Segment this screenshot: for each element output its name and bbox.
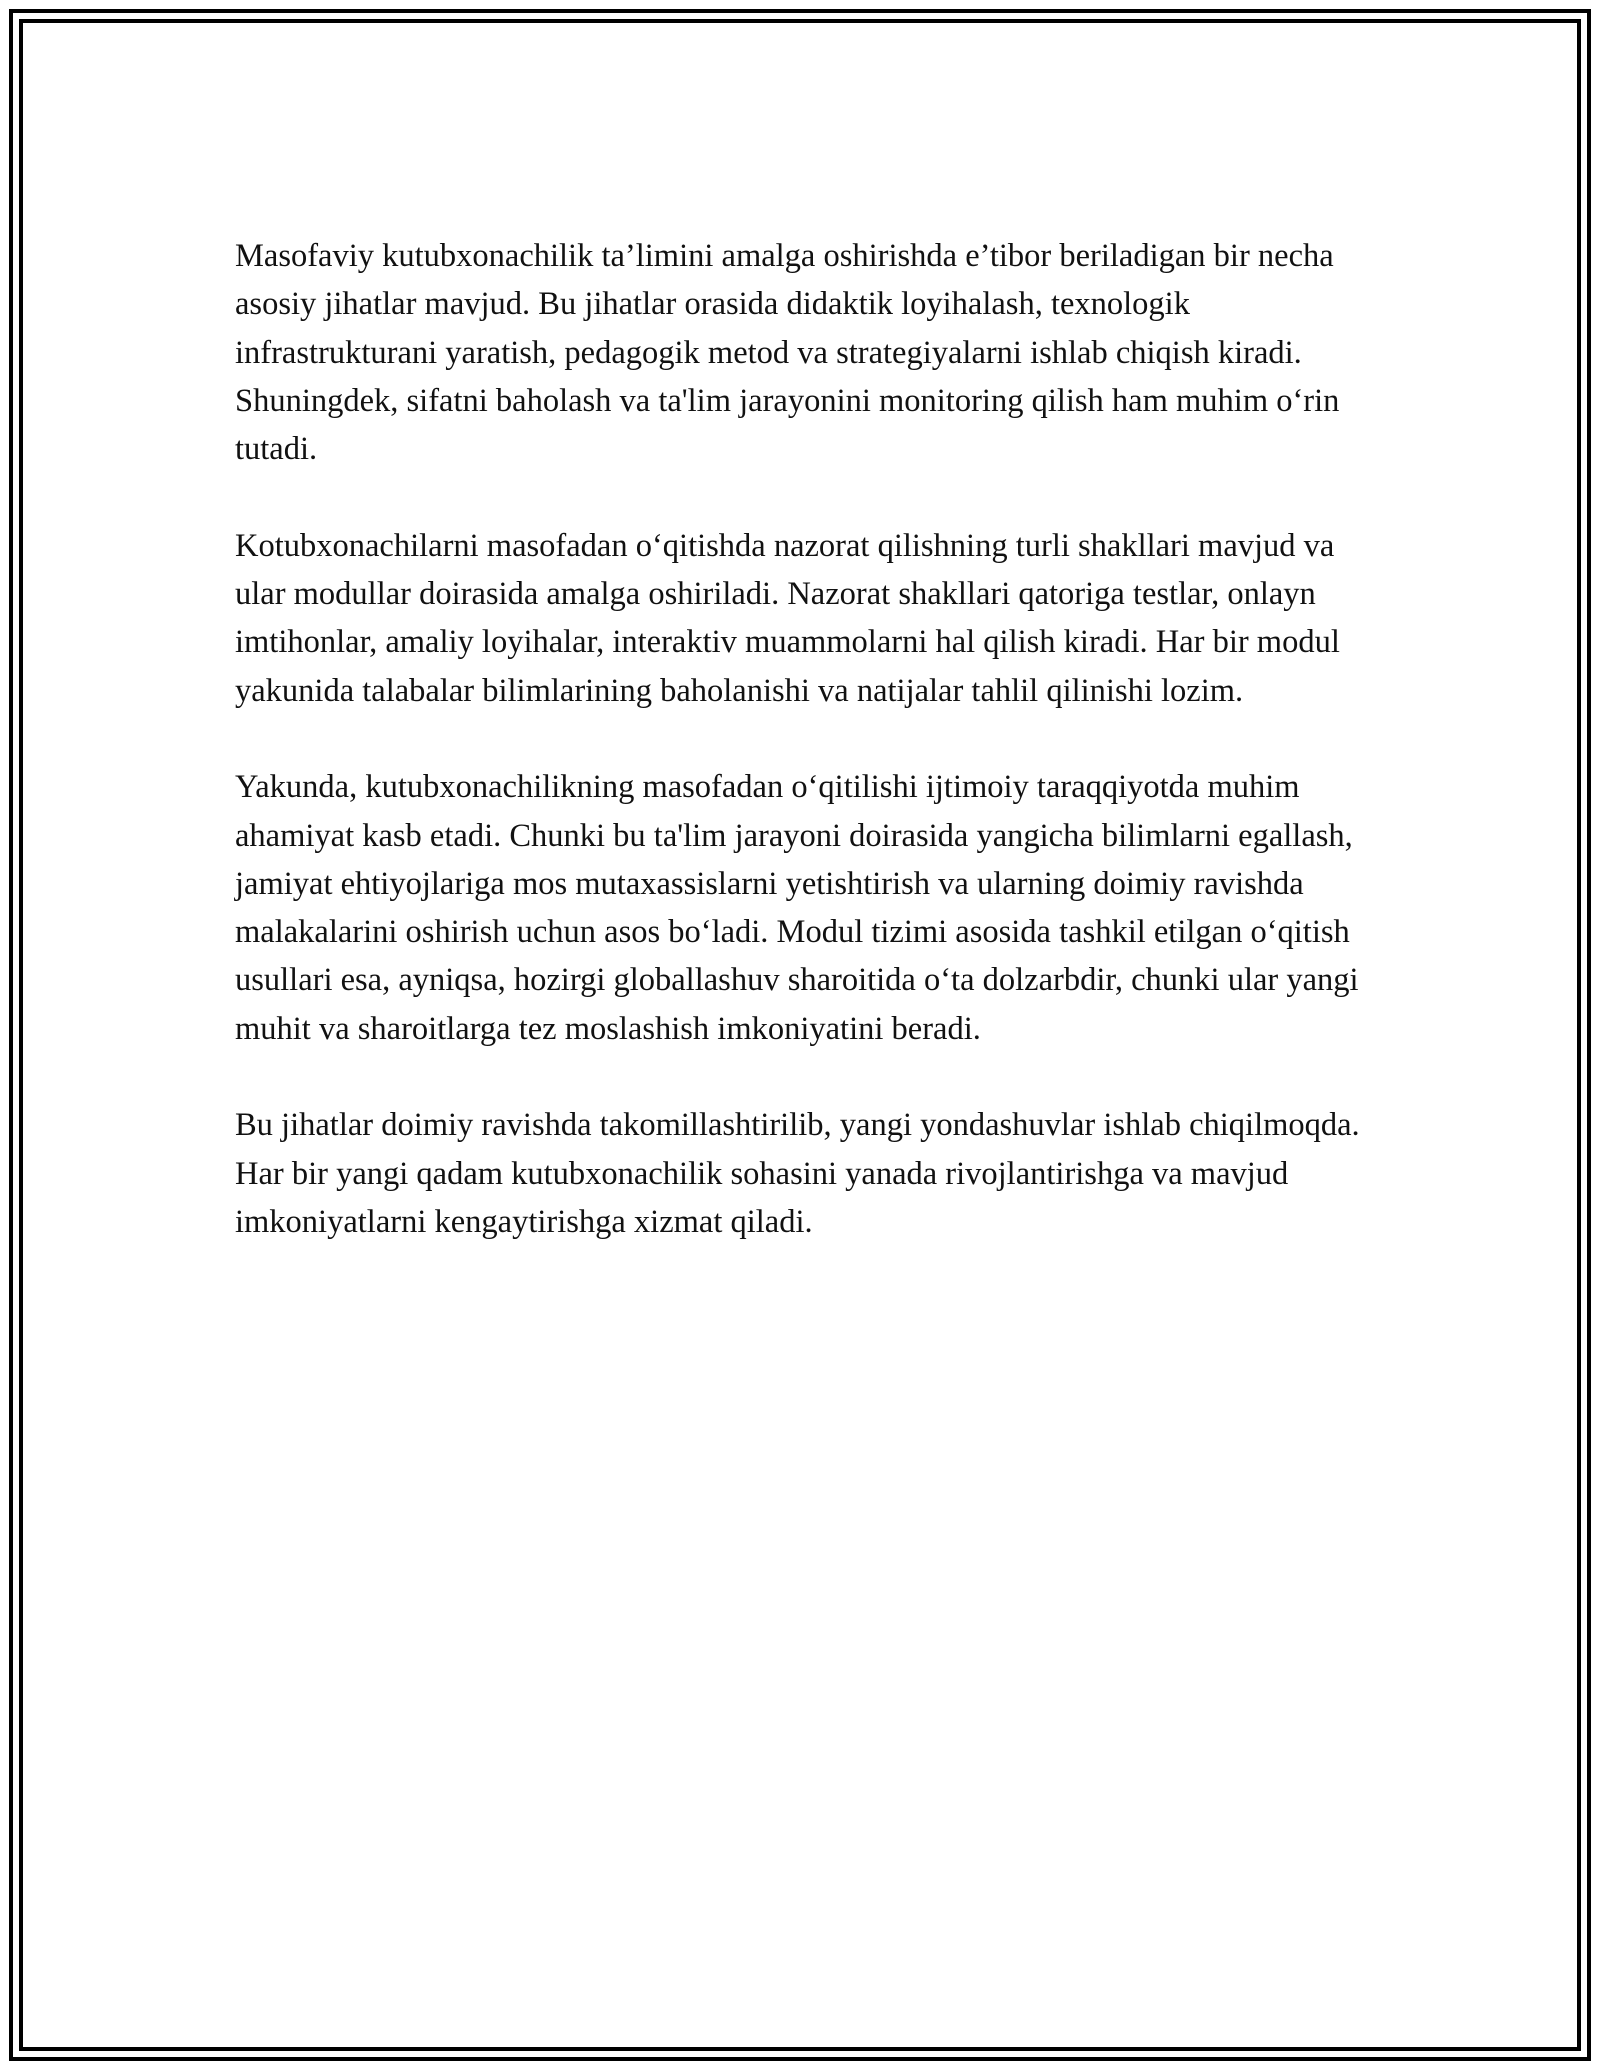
paragraph-4: Bu jihatlar doimiy ravishda takomillashtirilib, yangi yondashuvlar ishlab chiqilmoqda. Har bir yangi qadam kutubxonachilik sohasini yanada rivojlantirishga va mavjud imkoniyatlarni kengaytirishga xizmat qiladi.	[235, 1107, 1360, 1240]
document-body	[235, 232, 1375, 1246]
paragraph-1: Masofaviy kutubxonachilik ta’limini amalga oshirishda e’tibor beriladigan bir necha asosiy jihatlar mavjud. Bu jihatlar orasida didaktik loyihalash, texnologik infrastrukturani yaratish, pedagogik metod va strategiyalarni ishlab chiqish kiradi. Shuningdek, sifatni baholash va ta'lim jarayonini monitoring qilish ham muhim o‘rin tutadi.	[235, 238, 1340, 468]
paragraph-3: Yakunda, kutubxonachilikning masofadan o‘qitilishi ijtimoiy taraqqiyotda muhim ahamiyat kasb etadi. Chunki bu ta'lim jarayoni doirasida yangicha bilimlarni egallash, jamiyat ehtiyojlariga mos mutaxassislarni yetishtirish va ularning doimiy ravishda malakalarini oshirish uchun asos bo‘ladi. Modul tizimi asosida tashkil etilgan o‘qitish usullari esa, ayniqsa, hozirgi globallashuv sharoitida o‘ta dolzarbdir, chunki ular yangi muhit va sharoitlarga tez moslashish imkoniyatini beradi.	[235, 769, 1359, 1047]
paragraph-2: Kotubxonachilarni masofadan o‘qitishda nazorat qilishning turli shakllari mavjud va ular modullar doirasida amalga oshiriladi. Nazorat shakllari qatoriga testlar, onlayn imtihonlar, amaliy loyihalar, interaktiv muammolarni hal qilish kiradi. Har bir modul yakunida talabalar bilimlarining baholanishi va natijalar tahlil qilinishi lozim.	[235, 527, 1340, 709]
